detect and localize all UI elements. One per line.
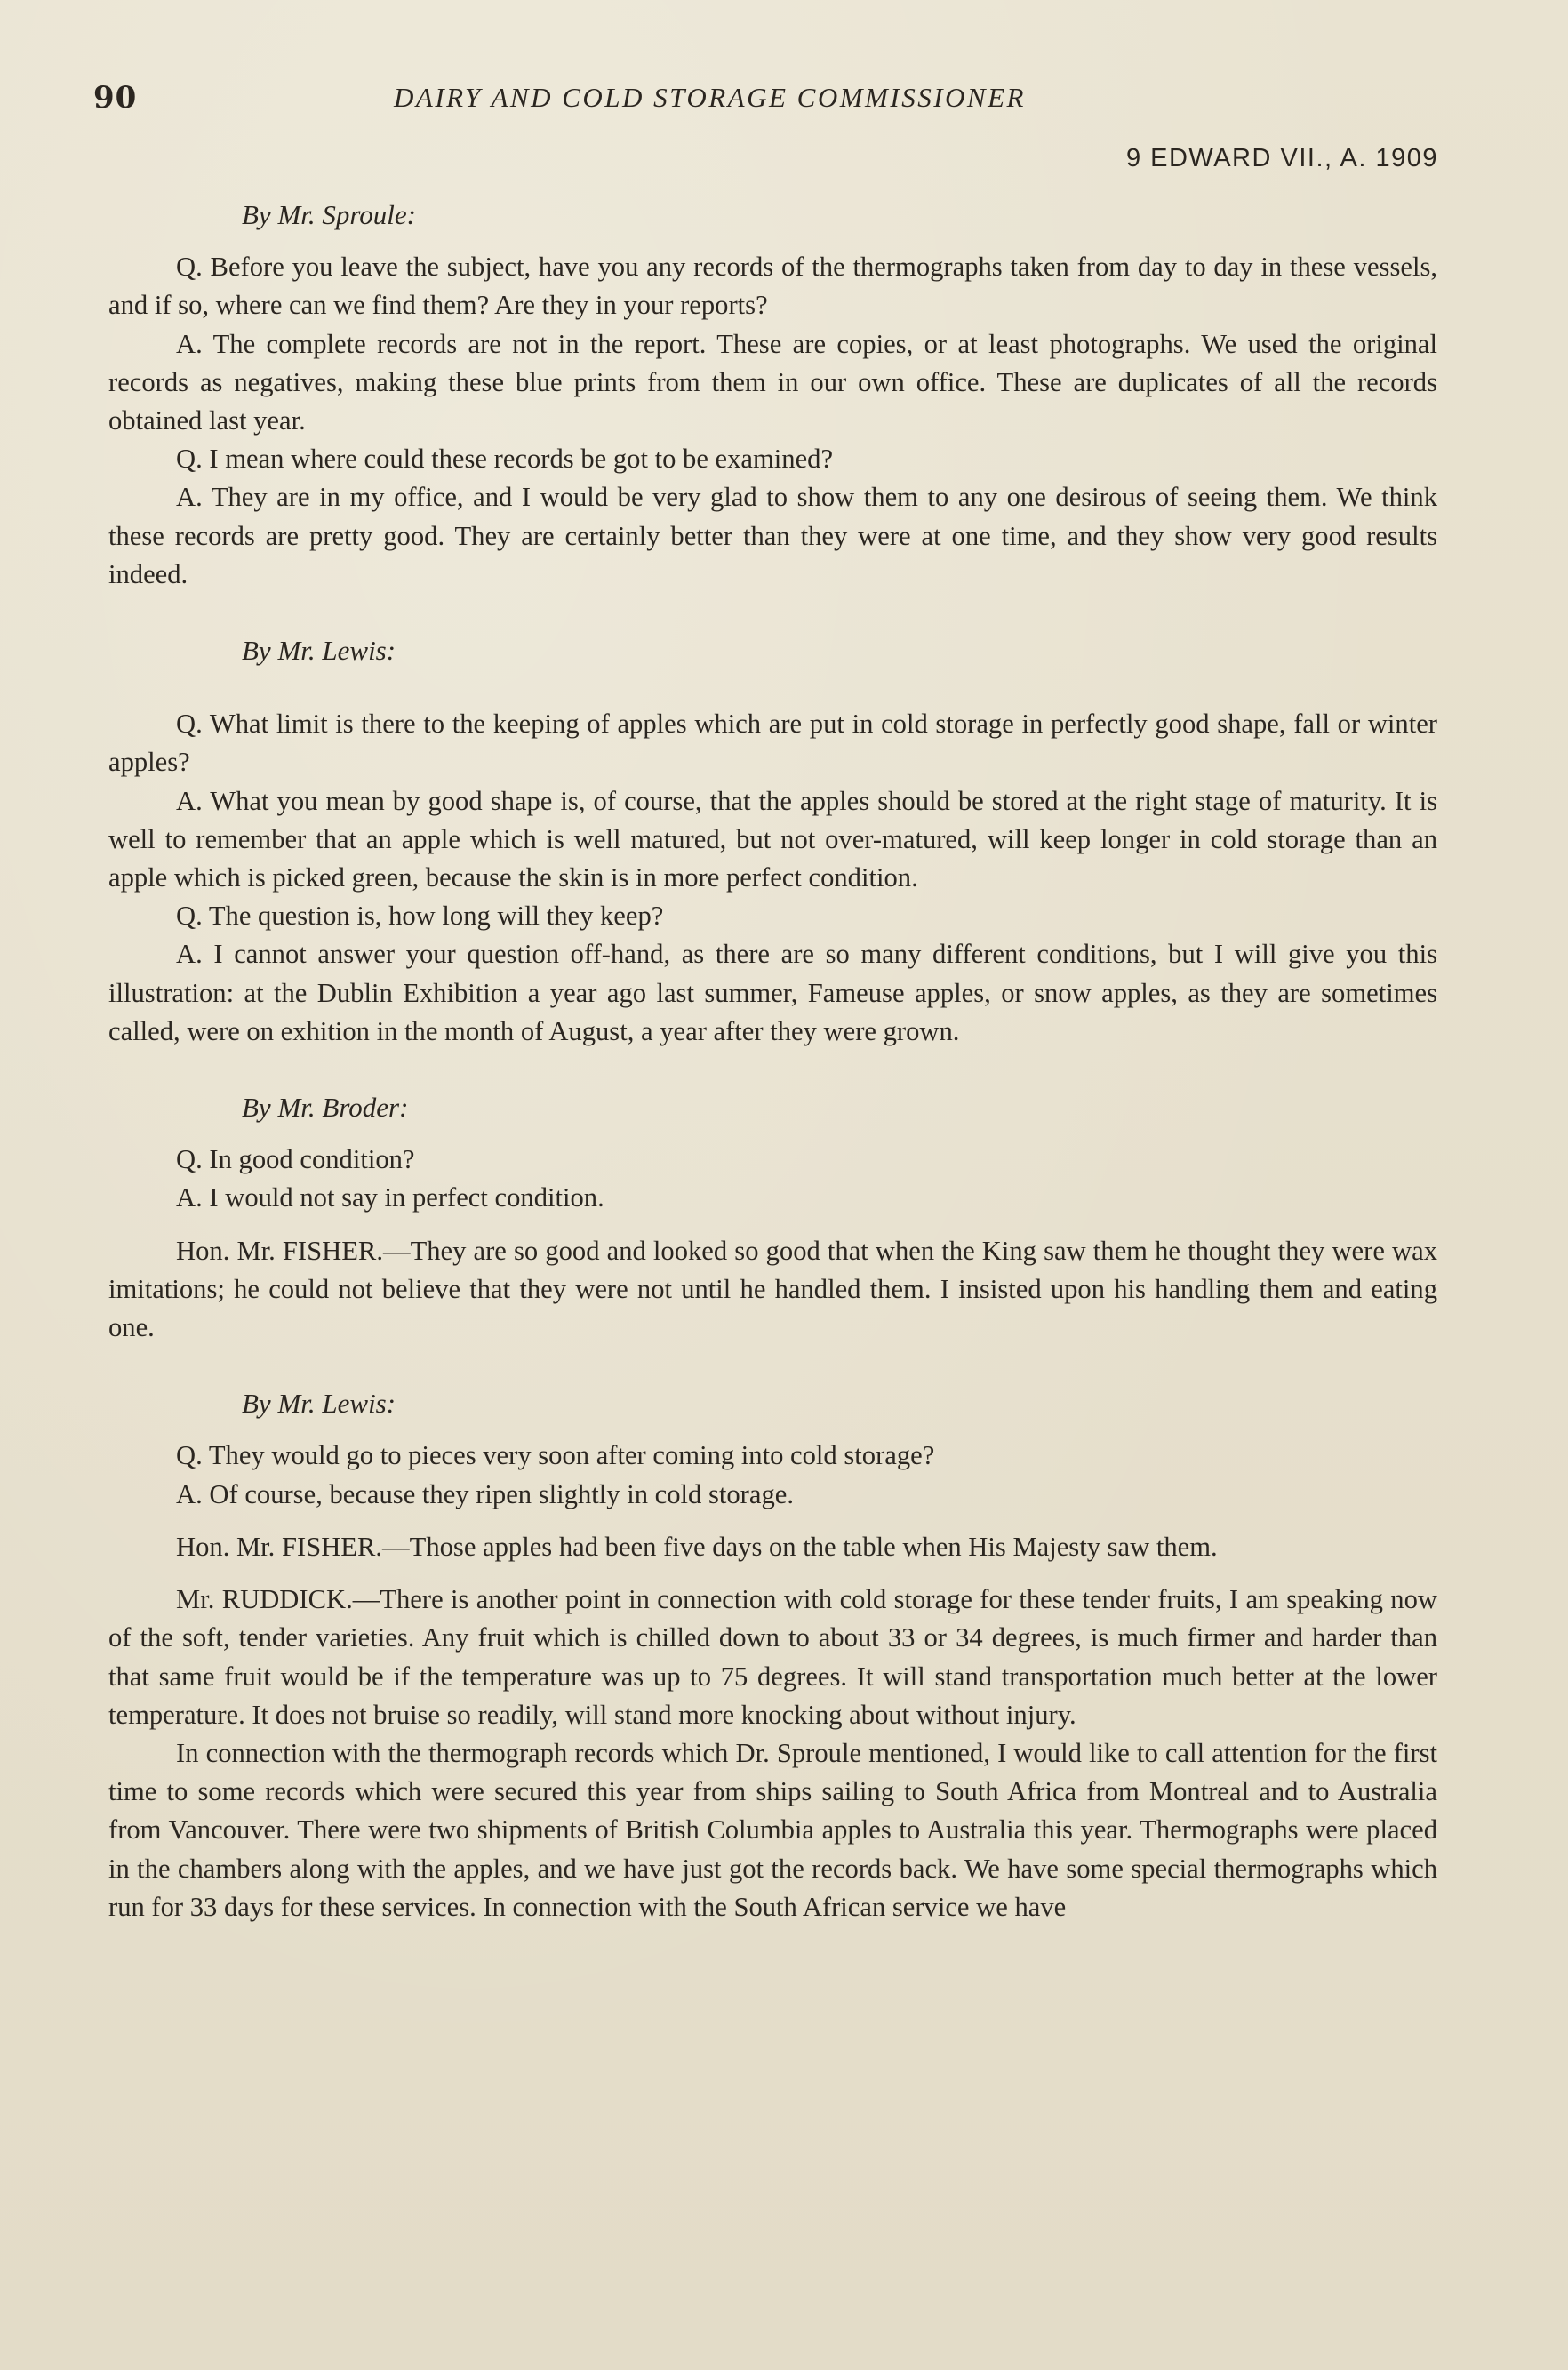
paragraph: Q. I mean where could these records be got to be examined? <box>176 444 834 475</box>
speaker-heading: By Mr. Sproule: <box>242 199 417 230</box>
speaker-heading: By Mr. Lewis: <box>242 1388 396 1420</box>
paragraph: A. I would not say in perfect condition. <box>176 1182 604 1213</box>
running-title: DAIRY AND COLD STORAGE COMMISSIONER <box>394 82 1026 113</box>
paragraph: Q. The question is, how long will they keep? <box>176 901 664 932</box>
speaker-heading: By Mr. Broder: <box>242 1092 409 1124</box>
paragraph: Q. In good condition? <box>176 1144 415 1175</box>
speaker-heading: By Mr. Lewis: <box>242 635 396 667</box>
paragraph: A. Of course, because they ripen slightly in cold storage. <box>176 1478 794 1509</box>
paragraph: Q. What limit is there to the keeping of apples which are put in cold storage in perfectly good shape, fall or winter apples? <box>108 709 1437 778</box>
paragraph: A. They are in my office, and I would be very glad to show them to any one desirous of seeing them. We think these records are pretty good. They are certainly better than they were at one time, and they show very good results indeed. <box>108 482 1437 589</box>
paragraph: In connection with the thermograph records which Dr. Sproule mentioned, I would like to call attention for the first time to some records which were secured this year from ships sailing to South Africa from Montreal and to Australia from Vancouver. There were two shipments of British Columbia apples to Australia this year. Thermographs were placed in the chambers along with the apples, and we have just got the records back. We have some special thermographs which run for 33 days for these services. In connection with the South African service we have <box>108 1737 1437 1922</box>
paragraph: Hon. Mr. FISHER.—Those apples had been five days on the table when His Majesty saw them. <box>176 1531 1218 1562</box>
paragraph: Mr. RUDDICK.—There is another point in connection with cold storage for these tender fruits, I am speaking now of the soft, tender varieties. Any fruit which is chilled down to about 33 or 34 degrees, is much firmer and harder than that same fruit would be if the temperature was up to 75 degrees. It will stand transportation much better at the lower temperature. It does not bruise so readily, will stand more knocking about without injury. <box>108 1584 1437 1730</box>
regnal-year: 9 EDWARD VII., A. 1909 <box>1125 144 1438 172</box>
paragraph: A. What you mean by good shape is, of course, that the apples should be stored at the right stage of maturity. It is well to remember that an apple which is well matured, but not over-matured, will keep longer in cold storage than an apple which is picked green, because the skin is in more perfect condition. <box>108 785 1437 893</box>
page-number: 90 <box>93 80 138 116</box>
body-text <box>108 194 1437 1926</box>
paragraph: Hon. Mr. FISHER.—They are so good and looked so good that when the King saw them he thought they were wax imitations; he could not believe that they were not until he handled them. I insisted upon his handling them and eating one. <box>108 1235 1437 1343</box>
paragraph: Q. They would go to pieces very soon after coming into cold storage? <box>176 1440 935 1471</box>
paragraph: A. The complete records are not in the report. These are copies, or at least photographs. We used the original records as negatives, making these blue prints from them in our own office. These are duplicates of all the records obtained last year. <box>108 328 1437 436</box>
paragraph: Q. Before you leave the subject, have you any records of the thermographs taken from day to day in these vessels, and if so, where can we find them? Are they in your reports? <box>108 252 1437 321</box>
paragraph: A. I cannot answer your question off-hand, as there are so many different conditions, but I will give you this illustration: at the Dublin Exhibition a year ago last summer, Fameuse apples, or snow apples, as they are sometimes called, were on exhition in the month of August, a year after they were grown. <box>108 939 1437 1046</box>
page-header <box>93 80 1444 124</box>
